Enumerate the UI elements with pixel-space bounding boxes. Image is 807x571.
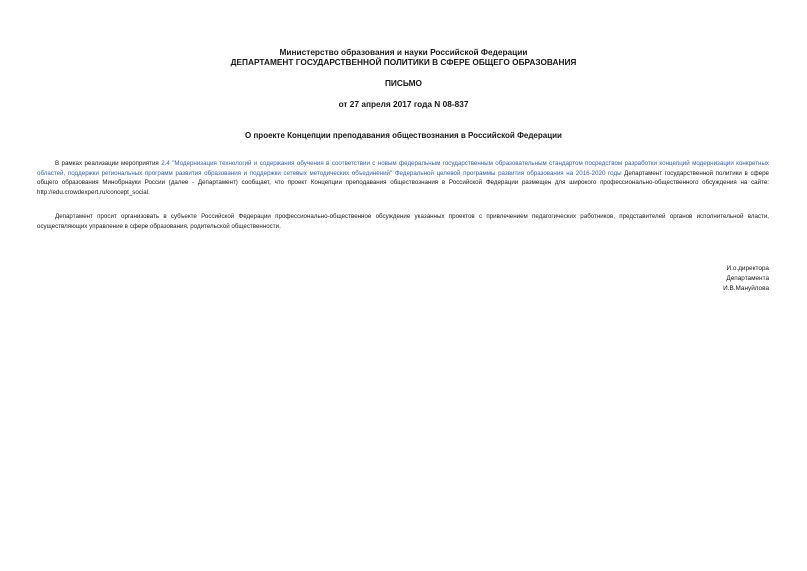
measure-2-4-link[interactable]: 2.4 "Модернизация технологий и содержания обучения в соответствии с новым федеральным государственным образовательным стандартом посредством разработки концепций модернизации конкретных областей, поддержки региональных программ развития образования и поддержки сетевых методических объединений" [37,160,769,177]
paragraph-1-tail: Департамент государственной политики в сфере общего образования Минобрнауки России (далее - Департамент) сообщает, что проект Концепции преподавания обществознания в Российской Федерации размещен для широкого профессионально-общественного обсуждения на сайте: http://edu.crowdexpert.ru/concept_social. [37,169,769,196]
document-type: ПИСЬМО [384,78,423,88]
signature-name: И.В.Мануйлова [723,285,769,292]
document-date-number: от 27 апреля 2017 года N 08-837 [338,99,469,109]
federal-program-link[interactable]: Федеральной целевой программы развития образования на 2016-2020 годы [394,169,622,177]
paragraph-2: Департамент просит организовать в субъекте Российской Федерации профессионально-общественное обсуждение указанных проектов с привлечением педагогических работников, представителей органов исполнительной власти, осуществляющих управление в сфере образования, родительской общественности. [37,213,769,230]
document-subject: О проекте Концепции преподавания обществознания в Российской Федерации [245,131,562,140]
signature-department: Департамента [726,275,769,282]
signature-block [569,264,769,294]
paragraph-1 [37,159,769,197]
signature-title: И.о.директора [726,265,769,272]
paragraph-1-lead: В рамках реализации мероприятия [55,160,162,167]
department-name: ДЕПАРТАМЕНТ ГОСУДАРСТВЕННОЙ ПОЛИТИКИ В СФЕРЕ ОБЩЕГО ОБРАЗОВАНИЯ [230,57,577,67]
ministry-name: Министерство образования и науки Российской Федерации [279,47,528,57]
